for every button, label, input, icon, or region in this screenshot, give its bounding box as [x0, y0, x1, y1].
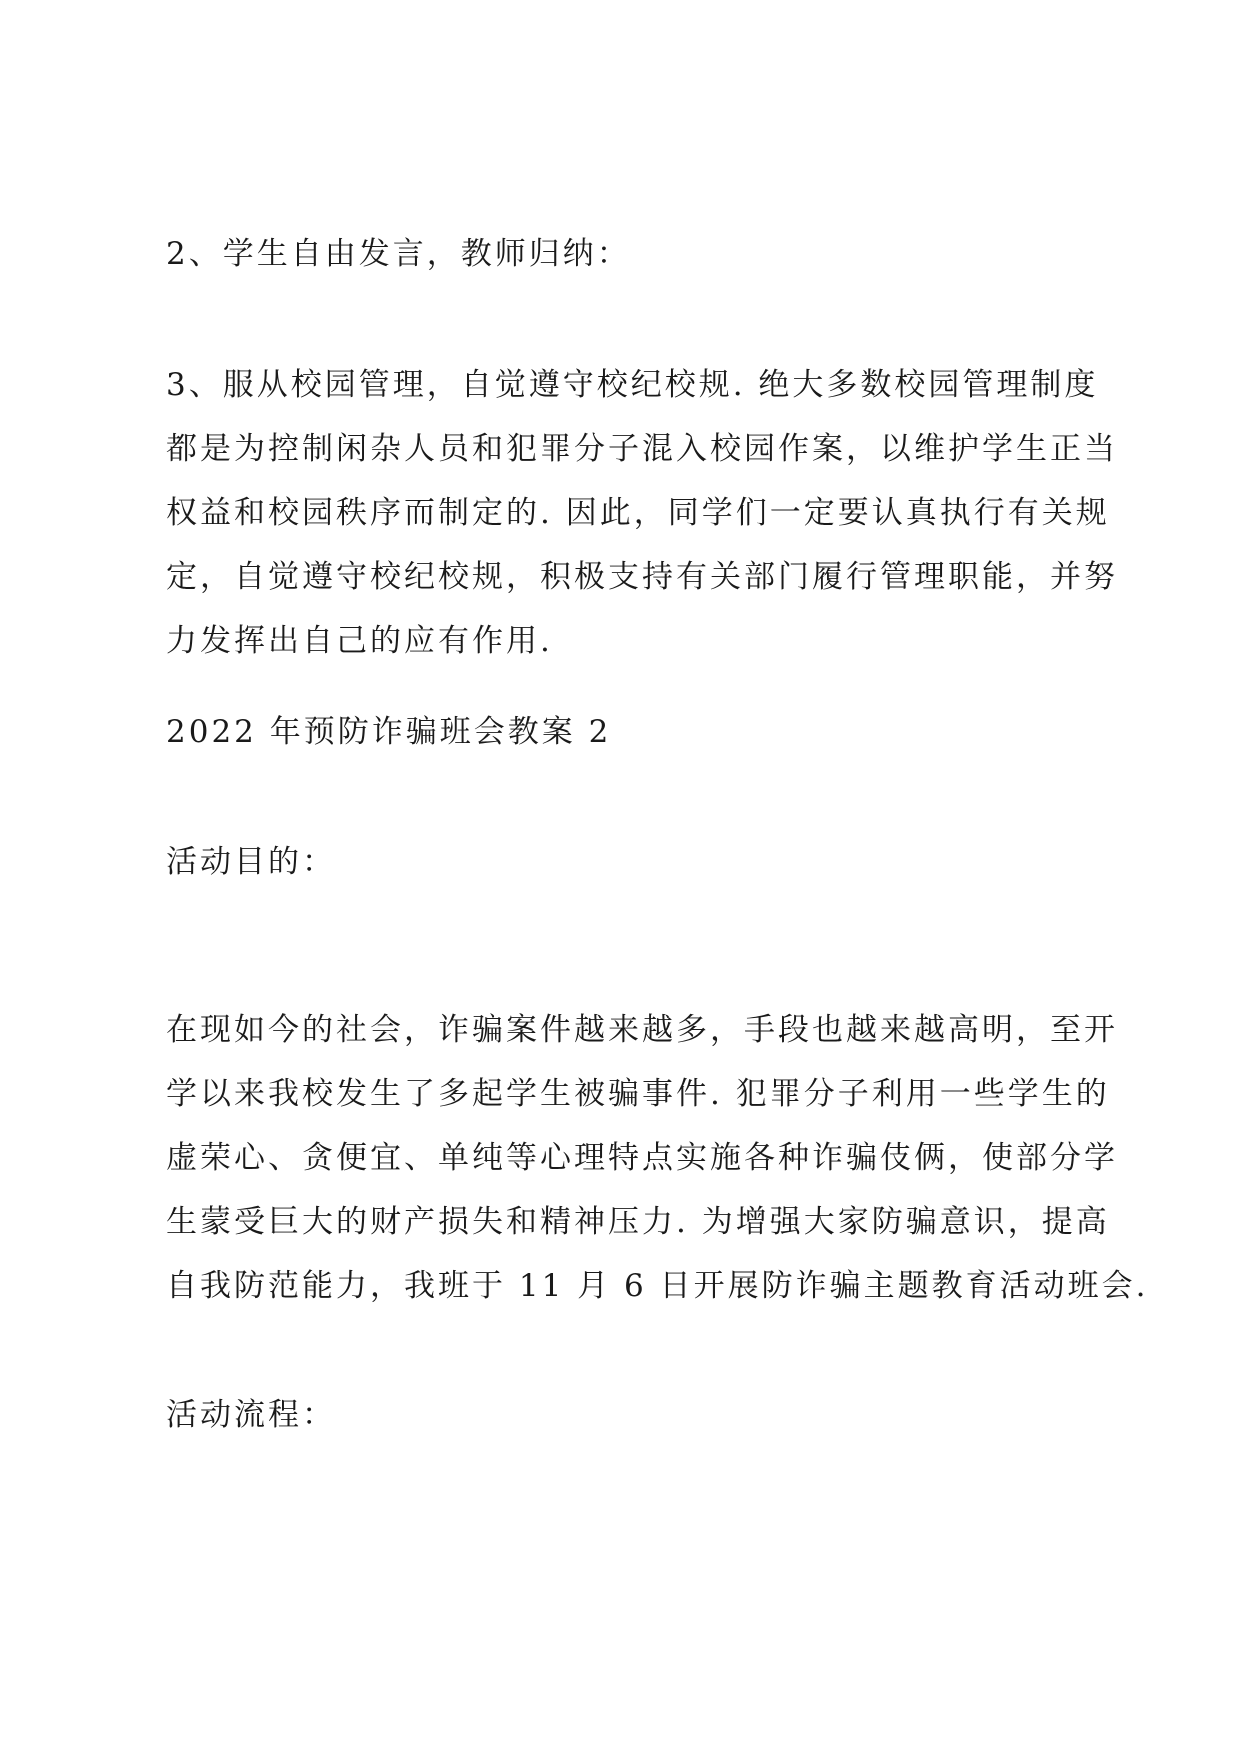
section-heading-lesson-plan-2: [166, 700, 1096, 764]
text-line: 都是为控制闲杂人员和犯罪分子混入校园作案，以维护学生正当: [166, 431, 1118, 467]
heading-activity-purpose: [166, 830, 1096, 894]
text-line: 2022 年预防诈骗班会教案 2: [166, 714, 612, 750]
text-line: 活动目的：: [166, 844, 336, 880]
text-line: 生蒙受巨大的财产损失和精神压力. 为增强大家防骗意识，提高: [166, 1204, 1110, 1240]
paragraph-discussion-summary: [166, 222, 1096, 286]
text-line: 在现如今的社会，诈骗案件越来越多，手段也越来越高明，至开: [166, 1012, 1118, 1048]
text-line: 自我防范能力，我班于 11 月 6 日开展防诈骗主题教育活动班会.: [166, 1268, 1149, 1304]
text-line: 力发挥出自己的应有作用.: [166, 623, 553, 659]
text-line: 权益和校园秩序而制定的. 因此，同学们一定要认真执行有关规: [166, 495, 1110, 531]
paragraph-campus-rules: [166, 353, 1118, 673]
text-line: 定，自觉遵守校纪校规，积极支持有关部门履行管理职能，并努: [166, 559, 1118, 595]
text-line: 虚荣心、贪便宜、单纯等心理特点实施各种诈骗伎俩，使部分学: [166, 1140, 1118, 1176]
paragraph-activity-purpose: [166, 998, 1149, 1318]
text-line: 学以来我校发生了多起学生被骗事件. 犯罪分子利用一些学生的: [166, 1076, 1110, 1112]
text-line: 3、服从校园管理，自觉遵守校纪校规. 绝大多数校园管理制度: [166, 367, 1099, 403]
text-line: 2、学生自由发言，教师归纳：: [166, 236, 631, 272]
text-line: 活动流程：: [166, 1397, 336, 1433]
heading-activity-process: [166, 1383, 1096, 1447]
